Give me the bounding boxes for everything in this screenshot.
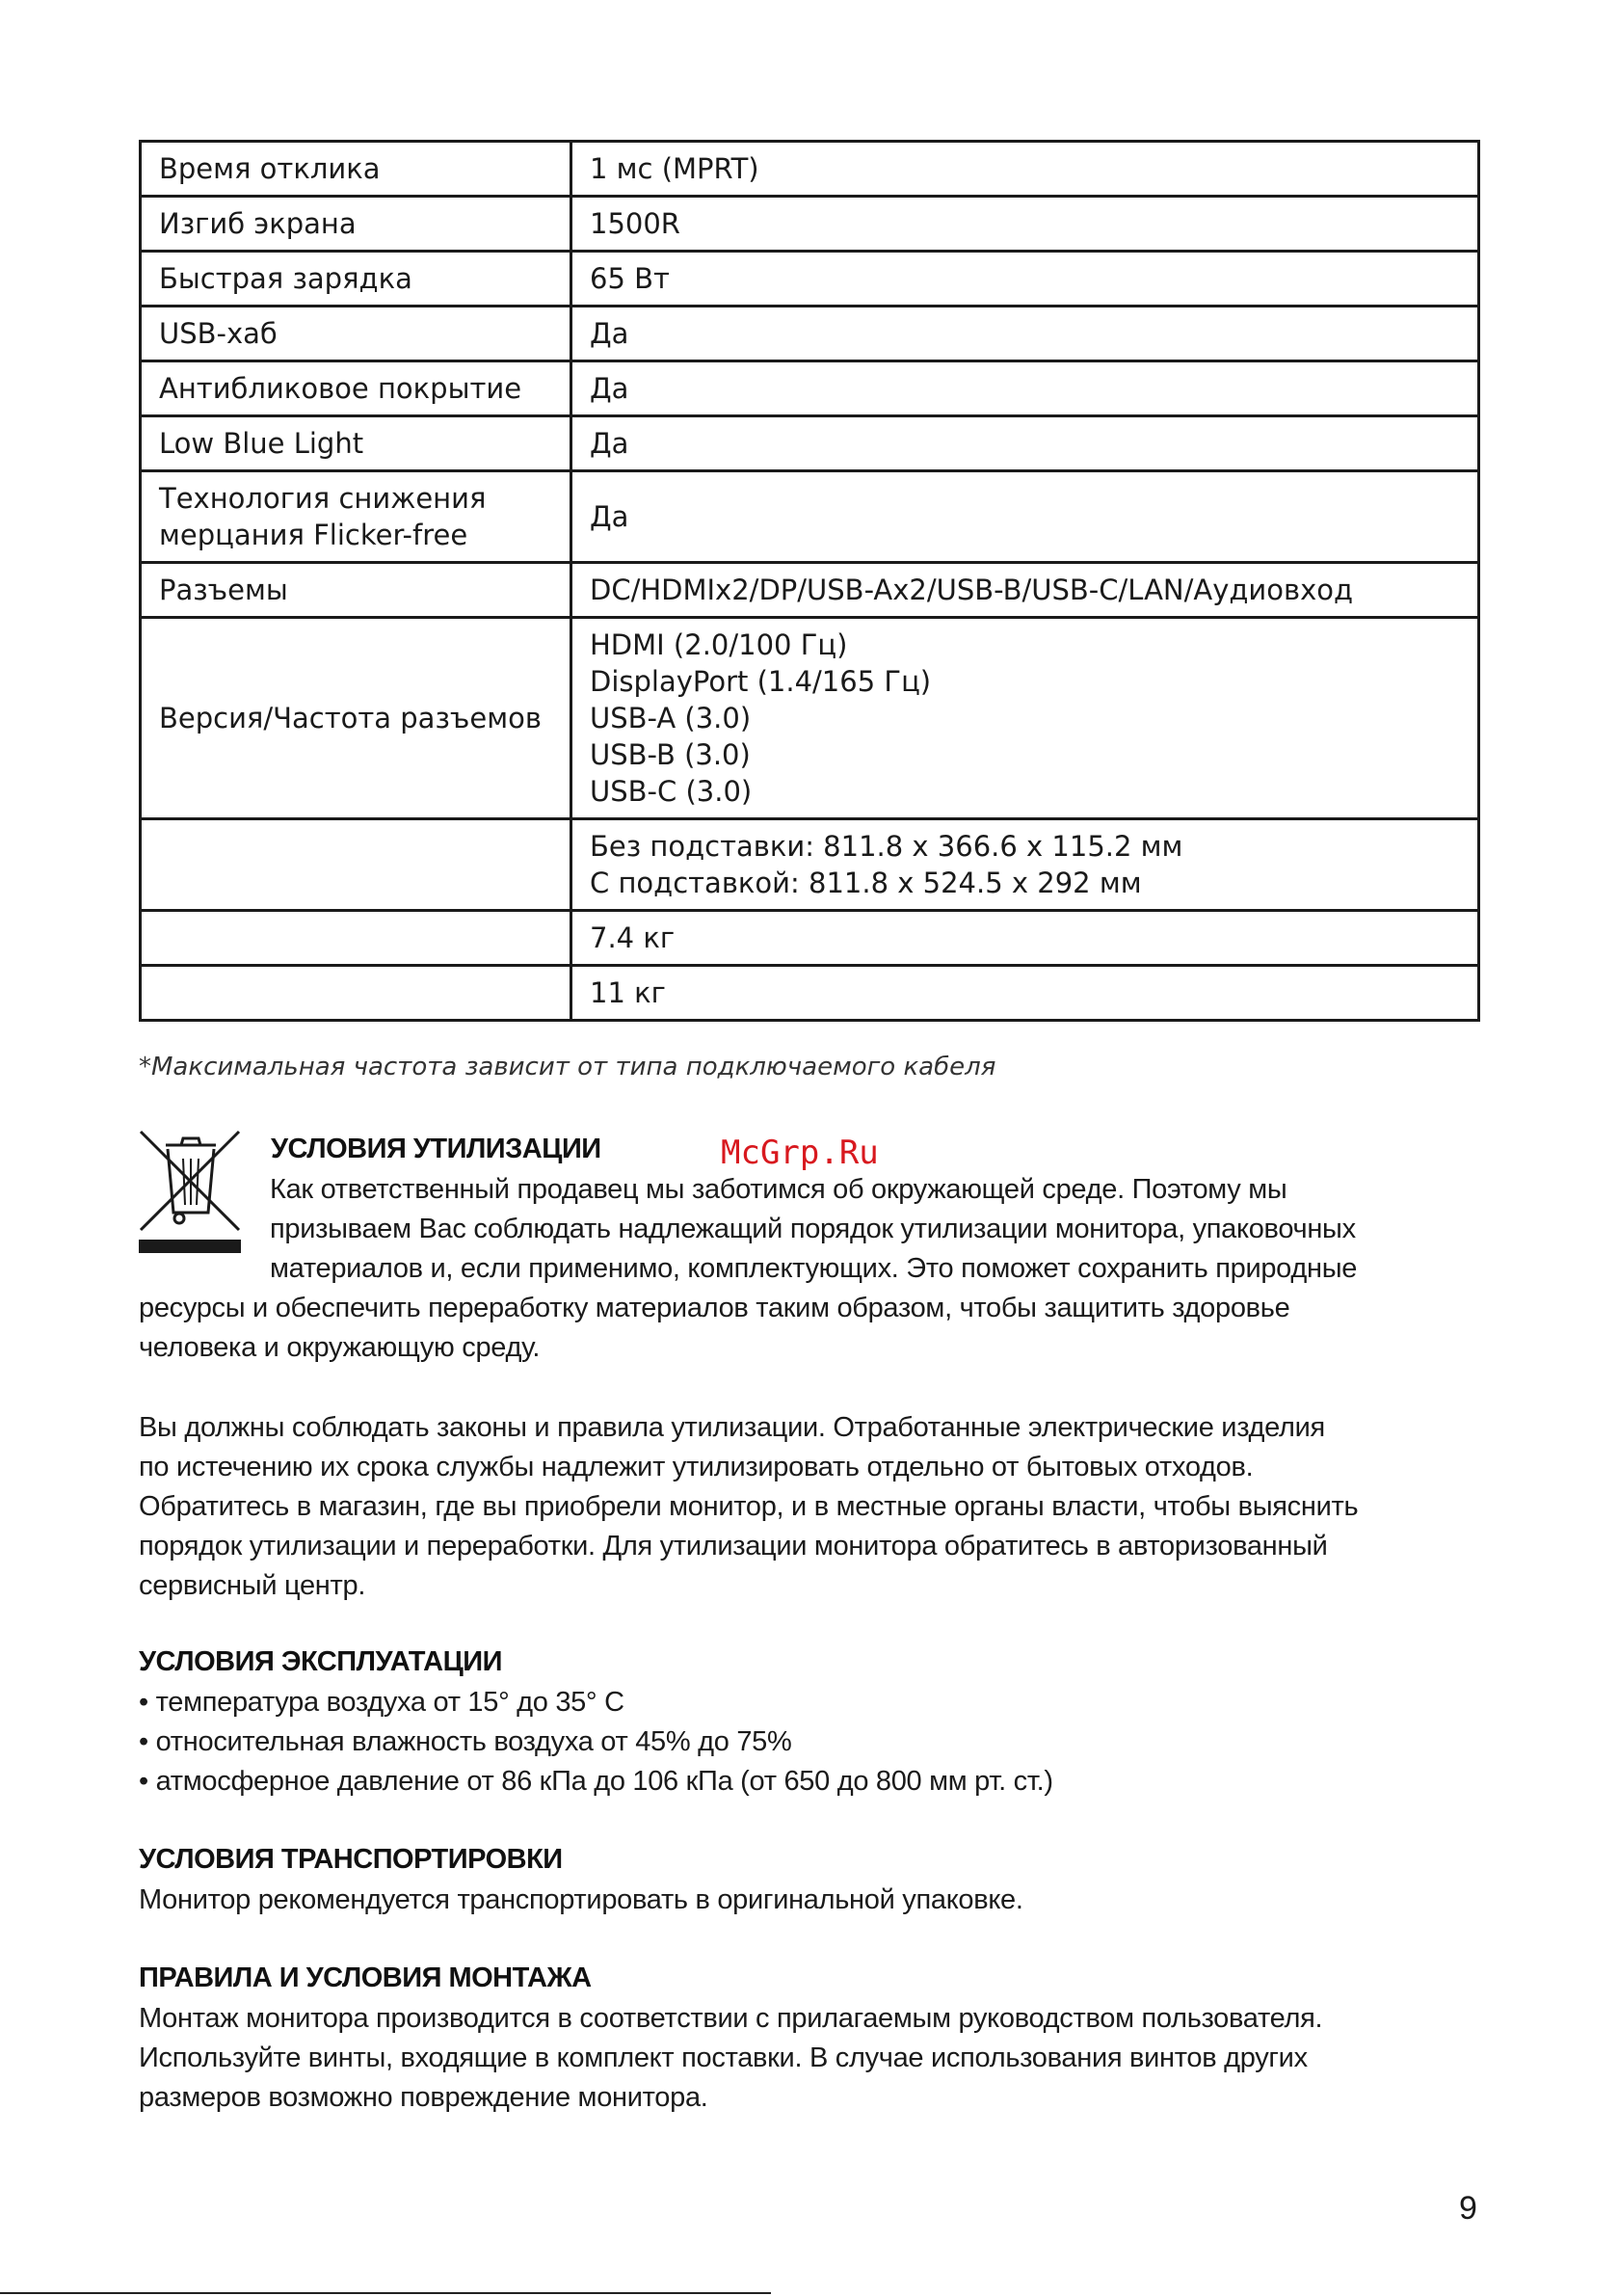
text-line: материалов и, если применимо, комплектующих. Это поможет сохранить природные [270, 1253, 1358, 1284]
page-number: 9 [1459, 2190, 1477, 2227]
spec-value: Да [571, 471, 1479, 563]
list-item: • температура воздуха от 15° до 35° С [139, 1687, 624, 1718]
text-line: Используйте винты, входящие в комплект поставки. В случае использования винтов других [139, 2042, 1308, 2073]
table-row [141, 966, 1479, 1021]
spec-value: Да [571, 361, 1479, 416]
spec-key: Антибликовое покрытие [141, 361, 571, 416]
spec-value: 1500R [571, 197, 1479, 252]
table-row [141, 563, 1479, 618]
table-row [141, 197, 1479, 252]
disposal-paragraph-2 [139, 1408, 1488, 1606]
spec-table [139, 140, 1480, 1022]
table-row [141, 361, 1479, 416]
bottom-rule [0, 2292, 771, 2294]
spec-key [141, 966, 571, 1021]
list-item: • относительная влажность воздуха от 45% до 75% [139, 1726, 792, 1757]
text-line: размеров возможно повреждение монитора. [139, 2082, 708, 2113]
spec-value: 11 кг [571, 966, 1479, 1021]
disposal-paragraph [139, 1170, 1488, 1368]
spec-key: Версия/Частота разъемов [141, 618, 571, 819]
spec-value: 7.4 кг [571, 911, 1479, 966]
spec-value: 65 Вт [571, 252, 1479, 307]
transport-text [139, 1881, 1488, 1920]
table-row [141, 618, 1479, 819]
table-row [141, 471, 1479, 563]
spec-key: Изгиб экрана [141, 197, 571, 252]
spec-key: USB-хаб [141, 307, 571, 361]
text-line: Как ответственный продавец мы заботимся об окружающей среде. Поэтому мы [270, 1174, 1287, 1205]
text-line: Монтаж монитора производится в соответствии с прилагаемым руководством пользователя. [139, 2003, 1323, 2034]
spec-value: DC/HDMIx2/DP/USB-Ax2/USB-B/USB-C/LAN/Аудиовход [571, 563, 1479, 618]
footnote: *Максимальная частота зависит от типа подключаемого кабеля [139, 1053, 996, 1081]
text-line: человека и окружающую среду. [139, 1332, 541, 1363]
watermark: McGrp.Ru [721, 1134, 879, 1172]
operation-list [139, 1683, 1488, 1802]
text-line: призываем Вас соблюдать надлежащий порядок утилизации монитора, упаковочных [270, 1214, 1356, 1244]
table-row [141, 142, 1479, 197]
operation-heading: УСЛОВИЯ ЭКСПЛУАТАЦИИ [139, 1646, 502, 1677]
text-line: Монитор рекомендуется транспортировать в оригинальной упаковке. [139, 1884, 1023, 1915]
table-row [141, 819, 1479, 911]
spec-key: Быстрая зарядка [141, 252, 571, 307]
mounting-paragraph [139, 1999, 1488, 2118]
spec-value: HDMI (2.0/100 Гц) DisplayPort (1.4/165 Гц) USB-A (3.0) USB-B (3.0) USB-C (3.0) [571, 618, 1479, 819]
text-line: ресурсы и обеспечить переработку материалов таким образом, чтобы защитить здоровье [139, 1293, 1290, 1323]
disposal-heading: УСЛОВИЯ УТИЛИЗАЦИИ [271, 1134, 601, 1164]
mounting-heading: ПРАВИЛА И УСЛОВИЯ МОНТАЖА [139, 1962, 592, 1993]
text-line: по истечению их срока службы надлежит утилизировать отдельно от бытовых отходов. [139, 1452, 1254, 1482]
spec-value: 1 мс (MPRT) [571, 142, 1479, 197]
transport-heading: УСЛОВИЯ ТРАНСПОРТИРОВКИ [139, 1844, 563, 1875]
text-line: сервисный центр. [139, 1570, 366, 1601]
spec-key: Low Blue Light [141, 416, 571, 471]
spec-key: Технология снижения мерцания Flicker-free [141, 471, 571, 563]
spec-value: Да [571, 416, 1479, 471]
table-row [141, 252, 1479, 307]
table-row [141, 416, 1479, 471]
table-row [141, 307, 1479, 361]
text-line: порядок утилизации и переработки. Для утилизации монитора обратитесь в авторизованный [139, 1531, 1328, 1562]
spec-key [141, 911, 571, 966]
table-row [141, 911, 1479, 966]
spec-key: Разъемы [141, 563, 571, 618]
spec-value: Без подставки: 811.8 x 366.6 x 115.2 мм С подставкой: 811.8 x 524.5 x 292 мм [571, 819, 1479, 911]
text-line: Вы должны соблюдать законы и правила утилизации. Отработанные электрические изделия [139, 1412, 1325, 1443]
text-line: Обратитесь в магазин, где вы приобрели монитор, и в местные органы власти, чтобы выяснить [139, 1491, 1359, 1522]
spec-key: Время отклика [141, 142, 571, 197]
spec-key [141, 819, 571, 911]
spec-value: Да [571, 307, 1479, 361]
list-item: • атмосферное давление от 86 кПа до 106 кПа (от 650 до 800 мм рт. ст.) [139, 1766, 1053, 1797]
